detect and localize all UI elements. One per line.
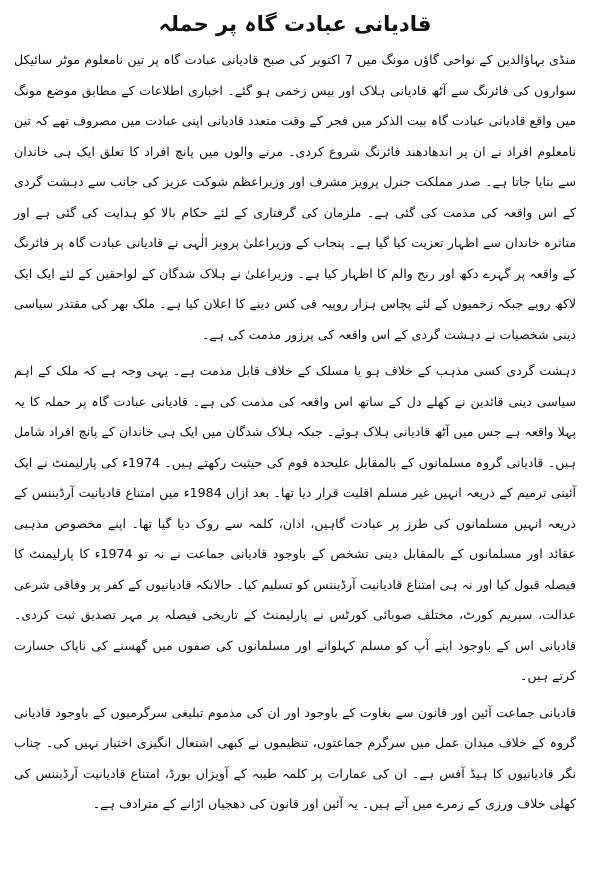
paragraph-1: منڈی بہاؤالدین کے نواحی گاؤں مونگ میں 7 اکتوبر کی صبح قادیانی عبادت گاہ پر تین نامعلوم موٹر سائیکل سواروں کی فائرنگ سے آٹھ قادیانی ہلاک اور بیس زخمی ہو گئے۔ اخباری اطلاعات کے مطابق موضع مونگ میں واقع قادیانی عبادت گاہ بیت الذکر میں فجر کے وقت متعدد قادیانی اپنی عبادت میں مصروف تھے کہ تین نامعلوم افراد نے ان پر اندھادھند فائرنگ شروع کردی۔ مرنے والوں میں پانچ افراد کا تعلق ایک ہی خاندان سے بتایا جاتا ہے۔ صدر مملکت جنرل پرویز مشرف اور وزیراعظم شوکت عزیز کی جانب سے دہشت گردی کے اس واقعہ کی مذمت کی گئی ہے۔ ملزمان کی گرفتاری کے لئے حکام بالا کو ہدایت کی گئی ہے اور متاثرہ خاندان سے اظہار تعزیت کیا گیا ہے۔ پنجاب کے وزیراعلیٰ پرویز الٰہی نے قادیانی عبادت گاہ پر فائرنگ کے واقعہ پر گہرے دکھ اور رنج والم کا اظہار کیا ہے۔ وزیراعلیٰ نے ہلاک شدگان کے لواحقین کے لئے ایک ایک لاکھ روپے جبکہ زخمیوں کے لئے پچاس ہزار روپیہ فی کس دینے کا اعلان کیا ہے۔ ملک بھر کی مقتدر سیاسی دینی شخصیات نے دہشت گردی کے اس واقعہ کی پرزور مذمت کی ہے۔	[14, 52, 577, 342]
article-title: قادیانی عبادت گاہ پر حملہ	[158, 12, 432, 36]
paragraph-2: دہشت گردی کسی مذہب کے خلاف ہو یا مسلک کے خلاف قابل مذمت ہے۔ یہی وجہ ہے کہ ملک کے اہم سیاسی دینی قائدین نے کھلے دل کے ساتھ اس واقعہ کی مذمت کی ہے۔ قادیانی عبادت گاہ پر حملہ کا یہ پہلا واقعہ ہے جس میں آٹھ قادیانی ہلاک ہوئے۔ جبکہ ہلاک شدگان میں ایک ہی خاندان کے پانچ افراد شامل ہیں۔ قادیانی گروہ مسلمانوں کے بالمقابل علیحدہ قوم کی حیثیت رکھتے ہیں۔ 1974ء کی پارلیمنٹ نے ایک آئینی ترمیم کے ذریعہ انہیں غیر مسلم اقلیت قرار دیا تھا۔ بعد ازاں 1984ء میں امتناع قادیانیت آرڈیننس کے ذریعہ انہیں مسلمانوں کی طرز پر عبادت گاہیں، اذان، کلمہ سے روک دیا گیا تھا۔ اپنے مخصوص مذہبی عقائد اور مسلمانوں کے بالمقابل دینی تشخص کے باوجود قادیانی جماعت نے نہ تو 1974ء کا پارلیمنٹ کا فیصلہ قبول کیا اور نہ ہی امتناع قادیانیت آرڈیننس کو تسلیم کیا۔ حالانکہ قادیانیوں کے کفر پر وفاقی شرعی عدالت، سپریم کورٹ، مختلف صوبائی کورٹس نے پارلیمنٹ کے تاریخی فیصلہ پر مہر تصدیق ثبت کردی۔ قادیانی اس کے باوجود اپنے آپ کو مسلم کہلوانے اور مسلمانوں کی صفوں میں گھسنے کی ناپاک جسارت کرتے ہیں۔	[14, 363, 576, 683]
paragraph-3: قادیانی جماعت آئین اور قانون سے بغاوت کے باوجود اور ان کی مذموم تبلیغی سرگرمیوں کے باوجود قادیانی گروہ کے خلاف میدان عمل میں سرگرم جماعتوں، تنظیموں نے کبھی اشتعال انگیزی اختیار نہیں کی۔ چناب نگر قادیانیوں کا ہیڈ آفس ہے۔ ان کی عمارات پر کلمہ طیبہ کے آویزاں بورڈ، امتناع قادیانیت آرڈیننس کی کھلی خلاف ورزی کے زمرے میں آتے ہیں۔ یہ آئین اور قانون کی دھجیاں اڑانے کے مترادف ہے۔	[14, 704, 576, 811]
